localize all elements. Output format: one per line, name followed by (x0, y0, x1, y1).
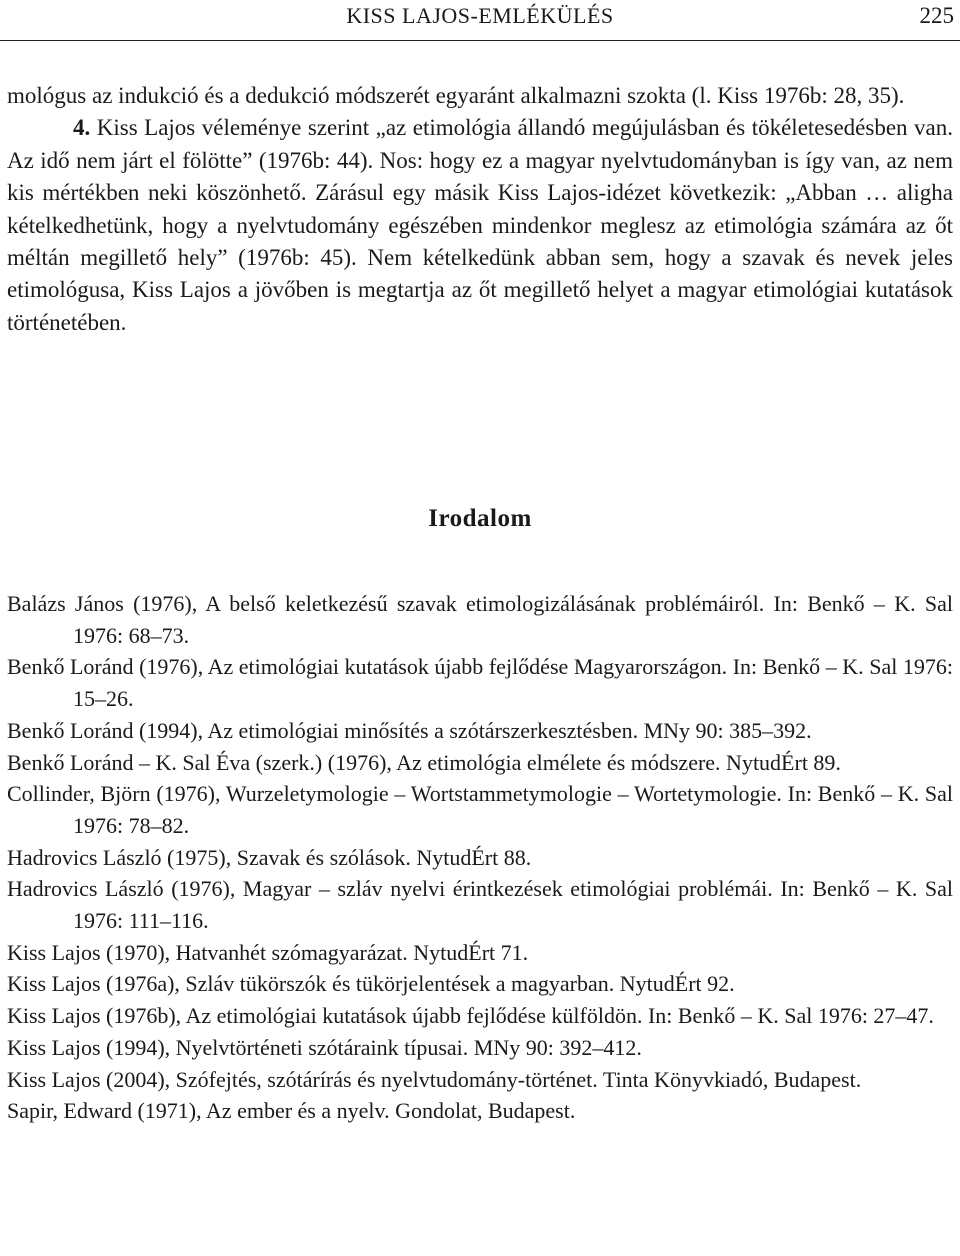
reference-item: Kiss Lajos (1994), Nyelvtörténeti szótáraink típusai. MNy 90: 392–412. (7, 1034, 642, 1060)
reference-item: Sapir, Edward (1971), Az ember és a nyelv. Gondolat, Budapest. (7, 1098, 576, 1124)
running-title: KISS LAJOS-EMLÉKÜLÉS (346, 3, 614, 28)
reference-item: Kiss Lajos (1976a), Szláv tükörszók és tükörjelentések a magyarban. NytudÉrt 92. (7, 971, 735, 997)
paragraph-2: Kiss Lajos véleménye szerint „az etimológia állandó megújulásban és tökéletesedésben van. Az idő nem járt el fölötte” (1976b: 44). Nos: hogy ez a magyar nyelvtudományban is így van, az nem kis mértékben neki köszönhető. Zárásul egy másik Kiss Lajos-idézet következik: „Abban … aligha kételkedhetünk, hogy a nyelvtudomány egészében mindenkor meglesz az etimológia számára az őt méltán megillető hely” (1976b: 45). Nem kételkedünk abban sem, hogy a szavak és nevek jeles etimológusa, Kiss Lajos a jövőben is megtartja az őt megillető helyet a magyar etimológiai kutatások történetében. (7, 115, 953, 335)
reference-list (7, 588, 953, 1127)
reference-item: Hadrovics László (1976), Magyar – szláv nyelvi érintkezések etimológiai problémái. In: Benkő – K. Sal 1976: 111–116. (7, 876, 953, 934)
page-number: 225 (919, 3, 954, 28)
page-header (0, 0, 960, 41)
reference-item: Benkő Loránd (1994), Az etimológiai minősítés a szótárszerkesztésben. MNy 90: 385–392. (7, 717, 812, 743)
body-text (7, 80, 953, 339)
reference-item: Kiss Lajos (2004), Szófejtés, szótárírás és nyelvtudomány-történet. Tinta Könyvkiadó, Budapest. (7, 1066, 862, 1092)
reference-item: Collinder, Björn (1976), Wurzeletymologie – Wortstammetymologie – Wortetymologie. In: Benkő – K. Sal 1976: 78–82. (7, 781, 953, 838)
reference-item: Benkő Loránd (1976), Az etimológiai kutatások újabb fejlődése Magyarországon. In: Benkő – K. Sal 1976: 15–26. (7, 654, 953, 712)
reference-item: Hadrovics László (1975), Szavak és szólások. NytudÉrt 88. (7, 844, 532, 870)
reference-item: Kiss Lajos (1970), Hatvanhét szómagyarázat. NytudÉrt 71. (7, 939, 529, 965)
paragraph-1: mológus az indukció és a dedukció módszerét egyaránt alkalmazni szokta (l. Kiss 1976b: 28, 35). (7, 83, 905, 108)
reference-item: Kiss Lajos (1976b), Az etimológiai kutatások újabb fejlődése külföldön. In: Benkő – K. Sal 1976: 27–47. (7, 1003, 934, 1029)
reference-item: Balázs János (1976), A belső keletkezésű szavak etimologizálásának problémáiról. In: Benkő – K. Sal 1976: 68–73. (7, 591, 953, 648)
paragraph-number: 4. (73, 115, 91, 141)
section-title: Irodalom (428, 505, 532, 532)
reference-item: Benkő Loránd – K. Sal Éva (szerk.) (1976), Az etimológia elmélete és módszere. NytudÉrt 89. (7, 749, 841, 775)
